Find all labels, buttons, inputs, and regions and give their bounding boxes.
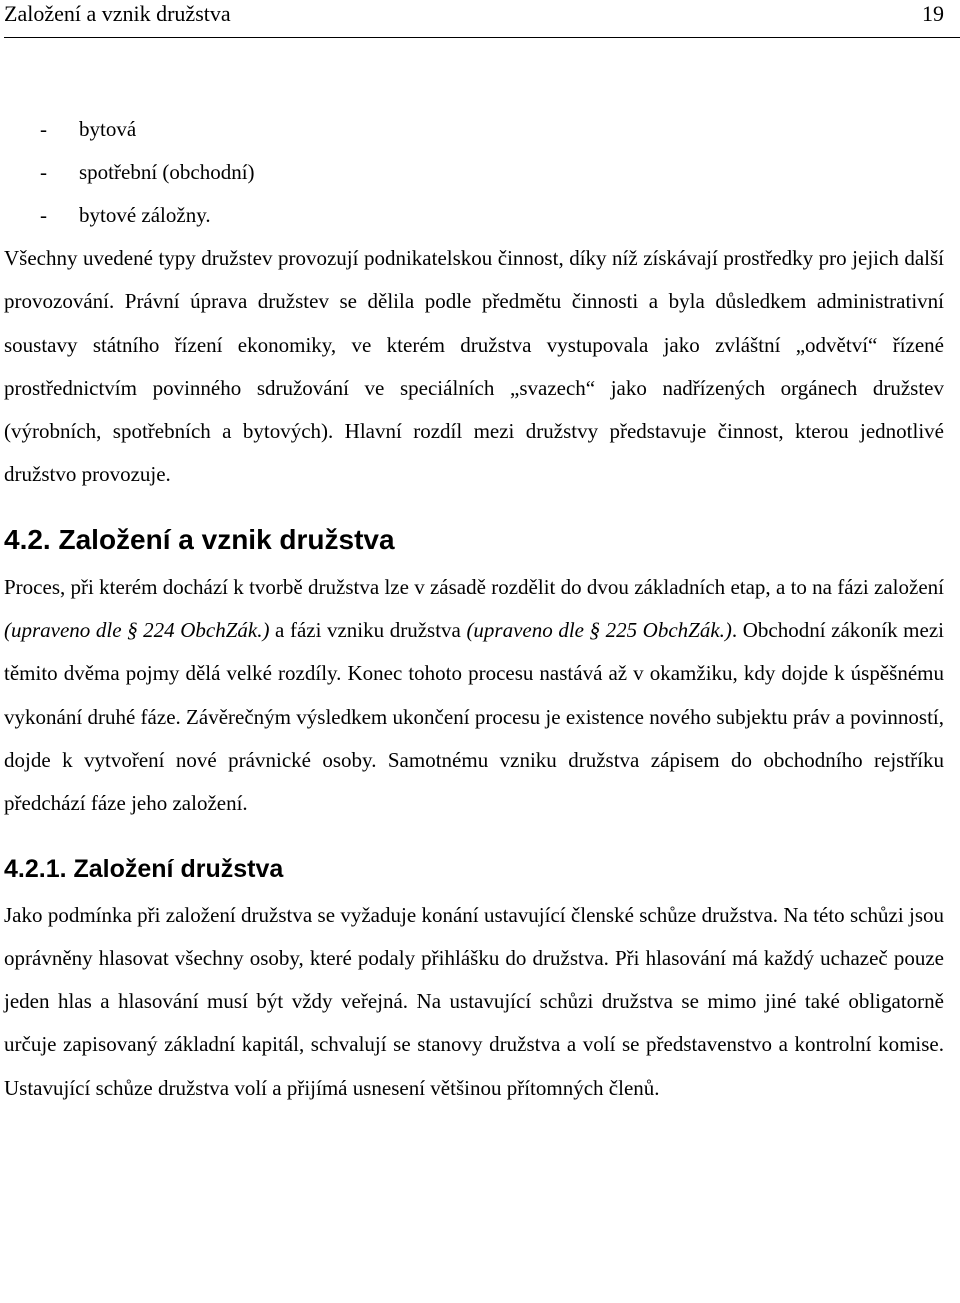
paragraph [4, 566, 944, 826]
legal-reference: (upraveno dle § 225 ObchZák.) [466, 618, 732, 643]
header-divider [4, 37, 960, 38]
paragraph-text: Proces, při kterém dochází k tvorbě družstva lze v zásadě rozdělit do dvou základních etap, a to na fázi založení [4, 574, 944, 599]
list-item-text: spotřební (obchodní) [79, 160, 255, 184]
legal-reference: (upraveno dle § 224 ObchZák.) [4, 618, 270, 643]
paragraph: Všechny uvedené typy družstev provozují podnikatelskou činnost, díky níž získávají prostředky pro jejich další provozování. Právní úprava družstev se dělila podle předmětu činnosti a byla důsledkem administrativní soustavy státního řízení ekonomiky, ve kterém družstva vystupovala jako zvláštní „odvětví“ řízené prostřednictvím povinného sdružování ve speciálních „svazech“ jako nadřízených orgánech družstev (výrobních, spotřebních a bytových). Hlavní rozdíl mezi družstvy představuje činnost, kterou jednotlivé družstvo provozuje. [4, 246, 944, 487]
list-bullet: - [40, 117, 47, 141]
paragraph: Jako podmínka při založení družstva se vyžaduje konání ustavující členské schůze družstva. Na této schůzi jsou oprávněny hlasovat všechny osoby, které podaly přihlášku do družstva. Při hlasování má každý uchazeč pouze jeden hlas a hlasování musí být vždy veřejná. Na ustavující schůzi družstva se mimo jiné také obligatorně určuje zapisovaný základní kapitál, schvalují se stanovy družstva a volí se představenstvo a kontrolní komise. Ustavující schůze družstva volí a přijímá usnesení většinou přítomných členů. [4, 902, 944, 1100]
list-item [4, 194, 944, 237]
paragraph-text: a fázi vzniku družstva [269, 618, 467, 643]
paragraph-text: . Obchodní zákoník mezi těmito dvěma pojmy dělá velké rozdíly. Konec tohoto procesu nastává až v okamžiku, kdy dojde k úspěšnému vykonání druhé fáze. Závěrečným výsledkem ukončení procesu je existence nového subjektu práv a povinností, dojde k vytvoření nové právnické osoby. Samotnému vzniku družstva zápisem do obchodního rejstříku předchází fáze jeho založení. [4, 618, 944, 816]
list-item-text: bytové záložny. [79, 203, 211, 227]
subsection-heading: 4.2.1. Založení družstva [4, 854, 284, 883]
page-number: 19 [922, 1, 944, 26]
cooperative-types-list [4, 108, 944, 237]
section-heading: 4.2. Založení a vznik družstva [4, 523, 395, 555]
header-title: Založení a vznik družstva [4, 1, 231, 26]
page-header [4, 0, 960, 36]
list-item [4, 108, 944, 151]
list-bullet: - [40, 160, 47, 184]
list-bullet: - [40, 203, 47, 227]
list-item [4, 151, 944, 194]
list-item-text: bytová [79, 117, 137, 141]
document-body [4, 108, 944, 1110]
